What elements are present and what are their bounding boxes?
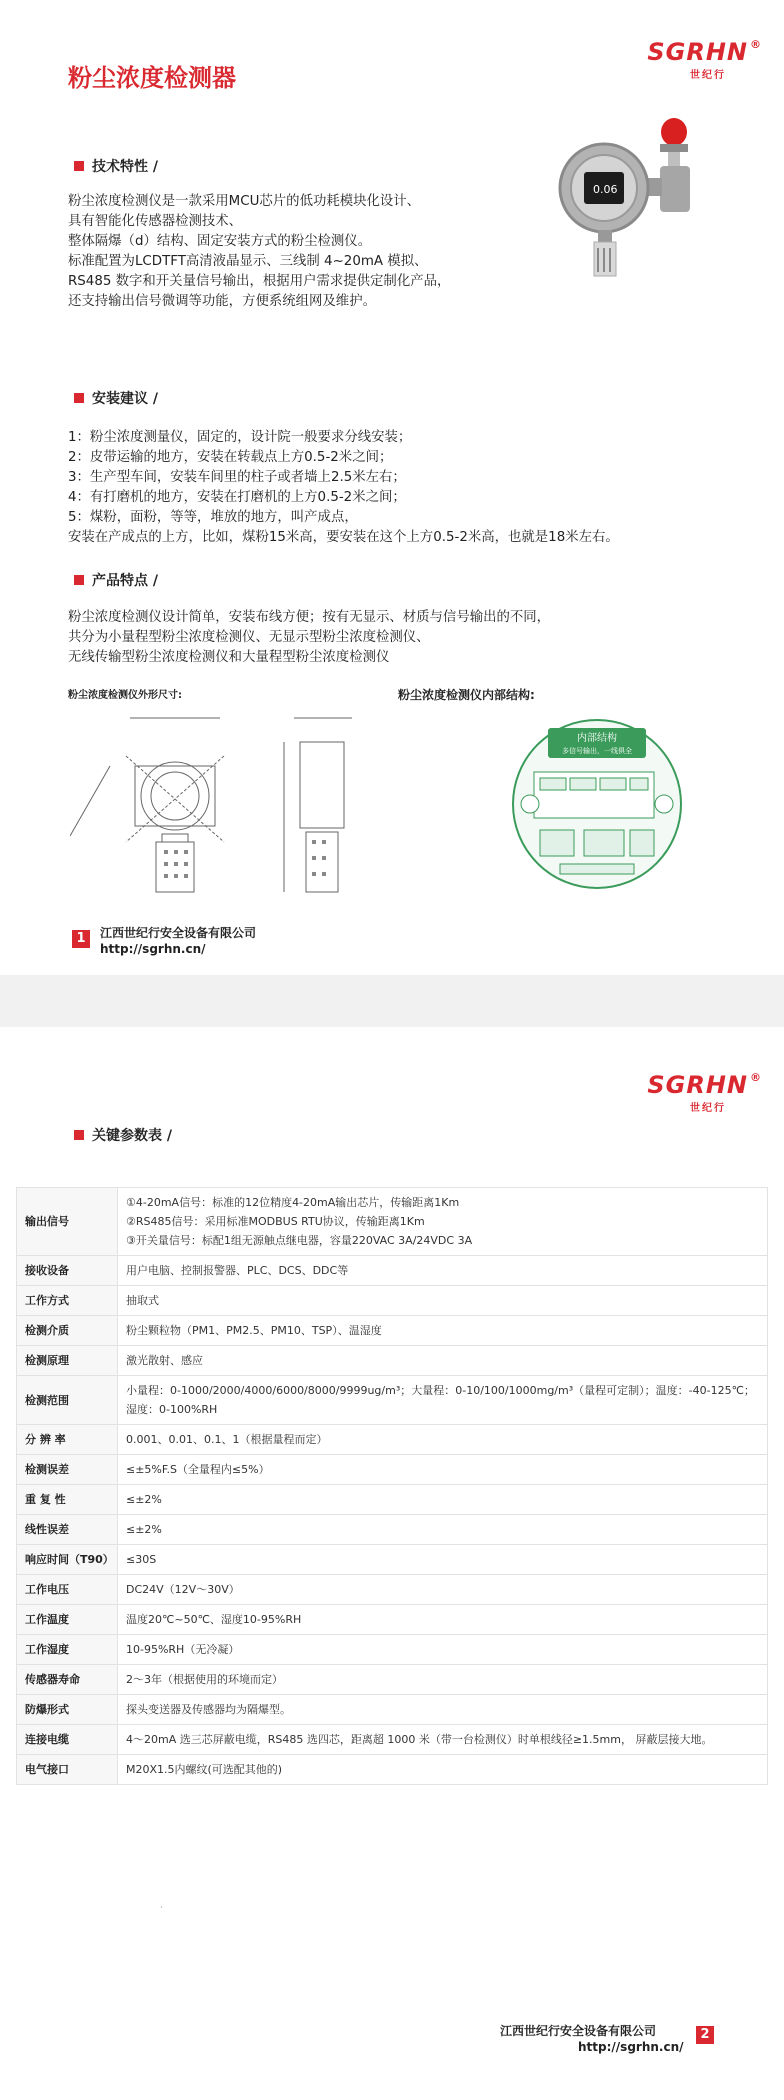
features-heading	[74, 570, 158, 590]
install-heading-text: 安装建议 /	[92, 391, 158, 407]
param-key: 工作电压	[17, 1575, 118, 1605]
stray-mark: ʼ	[160, 1905, 163, 1914]
param-key: 工作温度	[17, 1605, 118, 1635]
brand-logo	[647, 38, 762, 66]
param-value: 粉尘颗粒物（PM1、PM2.5、PM10、TSP）、温湿度	[118, 1316, 768, 1346]
tech-line: 标准配置为LCDTFT高清液晶显示、三线制 4~20mA 模拟、	[68, 254, 428, 269]
footer-company: 江西世纪行安全设备有限公司	[100, 926, 257, 940]
param-key: 传感器寿命	[17, 1665, 118, 1695]
param-key: 线性误差	[17, 1515, 118, 1545]
param-value: 探头变送器及传感器均为隔爆型。	[118, 1695, 768, 1725]
page-title: 粉尘浓度检测器	[68, 64, 236, 92]
tech-line: RS485 数字和开关量信号输出，根据用户需求提供定制化产品，	[68, 274, 451, 289]
features-line: 粉尘浓度检测仪设计简单，安装布线方便；按有无显示、材质与信号输出的不同，	[68, 610, 551, 625]
table-row	[17, 1188, 768, 1256]
param-key: 防爆形式	[17, 1695, 118, 1725]
internal-diagram-subtitle: 多信号输出，一线俱全	[562, 747, 632, 755]
table-row	[17, 1575, 768, 1605]
page-1	[0, 0, 784, 975]
table-row	[17, 1485, 768, 1515]
table-row	[17, 1286, 768, 1316]
registered-mark: ®	[750, 38, 762, 51]
table-row	[17, 1316, 768, 1346]
param-key: 接收设备	[17, 1256, 118, 1286]
tech-heading	[74, 156, 158, 176]
tech-line: 具有智能化传感器检测技术、	[68, 214, 243, 229]
features-paragraph	[68, 608, 550, 668]
param-value: 0.001、0.01、0.1、1（根据量程而定）	[118, 1425, 768, 1455]
param-value: 抽取式	[118, 1286, 768, 1316]
footer-url[interactable]: http://sgrhn.cn/	[578, 2040, 684, 2054]
param-key: 连接电缆	[17, 1725, 118, 1755]
dimension-caption: 粉尘浓度检测仪外形尺寸:	[68, 690, 182, 701]
param-value: M20X1.5内螺纹(可选配其他的)	[118, 1755, 768, 1785]
tech-line: 还支持输出信号微调等功能，方便系统组网及维护。	[68, 294, 376, 309]
page-number-badge: 2	[696, 2026, 714, 2044]
param-value: 10-95%RH（无冷凝）	[118, 1635, 768, 1665]
tech-heading-text: 技术特性 /	[92, 159, 158, 175]
install-line: 2：皮带运输的地方，安装在转载点上方0.5-2米之间；	[68, 450, 393, 465]
param-value: ≤30S	[118, 1545, 768, 1575]
table-row	[17, 1376, 768, 1425]
param-value: 小量程：0-1000/2000/4000/6000/8000/9999ug/m³；大量程：0-10/100/1000mg/m³（量程可定制）；温度：-40-125℃；湿度：0-100%RH	[118, 1376, 768, 1425]
param-value: ≤±5%F.S（全量程内≤5%）	[118, 1455, 768, 1485]
brand-subtitle: 世纪行	[690, 70, 726, 81]
bullet-square-icon	[74, 393, 84, 403]
param-value: 2～3年（根据使用的环境而定）	[118, 1665, 768, 1695]
table-row	[17, 1346, 768, 1376]
internal-structure-diagram	[500, 704, 694, 904]
tech-paragraph	[68, 192, 450, 312]
table-row	[17, 1635, 768, 1665]
page-number-badge: 1	[72, 930, 90, 948]
param-value: 用户电脑、控制报警器、PLC、DCS、DDC等	[118, 1256, 768, 1286]
param-key: 响应时间（T90）	[17, 1545, 118, 1575]
param-key: 检测误差	[17, 1455, 118, 1485]
dimension-drawing	[70, 706, 380, 906]
param-key: 工作湿度	[17, 1635, 118, 1665]
table-row	[17, 1605, 768, 1635]
tech-line: 粉尘浓度检测仪是一款采用MCU芯片的低功耗模块化设计、	[68, 194, 421, 209]
param-key: 检测范围	[17, 1376, 118, 1425]
brand-subtitle: 世纪行	[690, 1103, 726, 1114]
table-row	[17, 1545, 768, 1575]
install-line: 4：有打磨机的地方，安装在打磨机的上方0.5-2米之间；	[68, 490, 406, 505]
brand-logo-text: SGRHN	[647, 1071, 748, 1099]
install-heading	[74, 388, 158, 408]
param-value: ①4-20mA信号：标准的12位精度4-20mA输出芯片，传输距离1Km ②RS485信号：采用标准MODBUS RTU协议，传输距离1Km ③开关量信号：标配1组无源触点继电器，容量220VAC 3A/24VDC 3A	[118, 1188, 768, 1256]
param-key: 输出信号	[17, 1188, 118, 1256]
table-row	[17, 1455, 768, 1485]
install-line: 5：煤粉，面粉，等等，堆放的地方，叫产成点，	[68, 510, 358, 525]
install-paragraph	[68, 428, 619, 548]
param-key: 分 辨 率	[17, 1425, 118, 1455]
brand-logo	[647, 1071, 762, 1099]
param-key: 电气接口	[17, 1755, 118, 1785]
bullet-square-icon	[74, 1130, 84, 1140]
table-row	[17, 1665, 768, 1695]
param-value: 4～20mA 选三芯屏蔽电缆，RS485 选四芯，距离超 1000 米（带一台检测仪）时单根线径≥1.5mm， 屏蔽层接大地。	[118, 1725, 768, 1755]
device-display-value: 0.06	[593, 183, 618, 196]
params-heading-text: 关键参数表 /	[92, 1128, 172, 1144]
install-line: 1：粉尘浓度测量仪，固定的，设计院一般要求分线安装；	[68, 430, 412, 445]
tech-line: 整体隔爆（d）结构、固定安装方式的粉尘检测仪。	[68, 234, 372, 249]
table-row	[17, 1725, 768, 1755]
brand-logo-text: SGRHN	[647, 38, 748, 66]
detector-device-image	[548, 118, 728, 278]
table-row	[17, 1425, 768, 1455]
param-value: 温度20℃~50℃、湿度10-95%RH	[118, 1605, 768, 1635]
features-line: 共分为小量程型粉尘浓度检测仪、无显示型粉尘浓度检测仪、	[68, 630, 430, 645]
table-row	[17, 1695, 768, 1725]
footer-url[interactable]: http://sgrhn.cn/	[100, 942, 206, 956]
params-heading	[74, 1125, 172, 1145]
registered-mark: ®	[750, 1071, 762, 1084]
table-row	[17, 1515, 768, 1545]
param-value: ≤±2%	[118, 1515, 768, 1545]
features-line: 无线传输型粉尘浓度检测仪和大量程型粉尘浓度检测仪	[68, 650, 390, 665]
param-key: 检测介质	[17, 1316, 118, 1346]
param-key: 重 复 性	[17, 1485, 118, 1515]
param-key: 工作方式	[17, 1286, 118, 1316]
parameter-table	[16, 1187, 768, 1785]
footer-company: 江西世纪行安全设备有限公司	[500, 2024, 657, 2038]
param-key: 检测原理	[17, 1346, 118, 1376]
page-separator	[0, 975, 784, 1027]
install-line: 安装在产成点的上方，比如，煤粉15米高，要安装在这个上方0.5-2米高，也就是18米左右。	[68, 530, 619, 545]
param-value: ≤±2%	[118, 1485, 768, 1515]
internal-caption: 粉尘浓度检测仪内部结构:	[398, 688, 535, 702]
param-value: DC24V（12V～30V）	[118, 1575, 768, 1605]
install-line: 3：生产型车间，安装车间里的柱子或者墙上2.5米左右；	[68, 470, 406, 485]
features-heading-text: 产品特点 /	[92, 573, 158, 589]
table-row	[17, 1256, 768, 1286]
bullet-square-icon	[74, 575, 84, 585]
bullet-square-icon	[74, 161, 84, 171]
table-row	[17, 1755, 768, 1785]
param-value: 激光散射、感应	[118, 1346, 768, 1376]
internal-diagram-title: 内部结构	[577, 733, 617, 744]
